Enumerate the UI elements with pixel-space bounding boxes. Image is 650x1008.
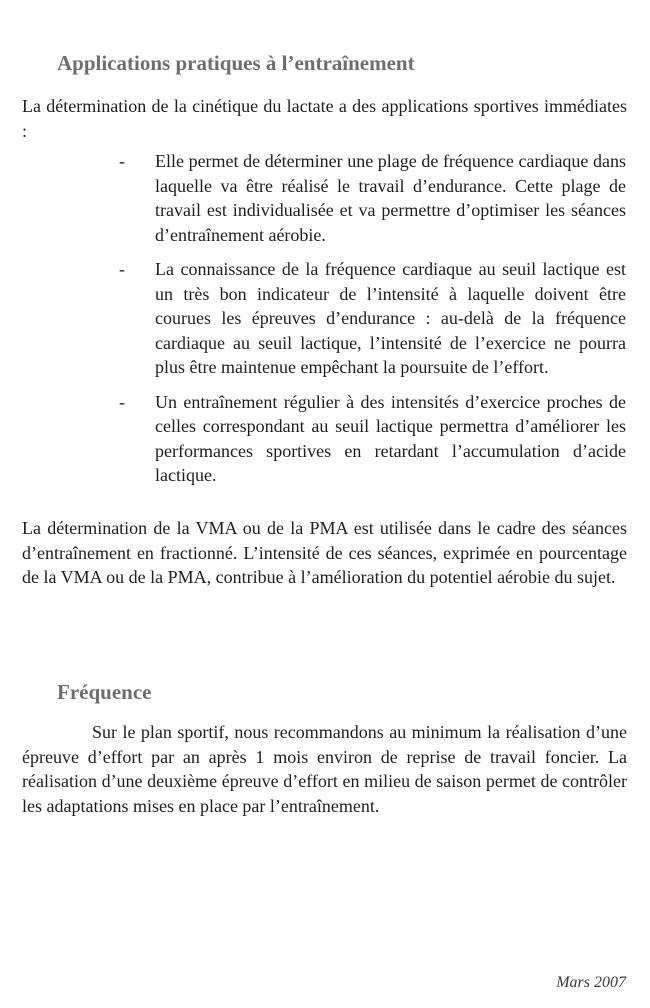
bullet-text: La connaissance de la fréquence cardiaque au seuil lactique est un très bon indicateur de l’intensité à laquelle doivent être courues les épreuves d’endurance : au-delà de la fréquence cardiaque au seuil lactique, l’intensité de l’exercice ne pourra plus être maintenue empêchant la poursuite de l’effort. xyxy=(155,259,626,377)
intro-paragraph: La détermination de la cinétique du lactate a des applications sportives immédiates : xyxy=(22,96,627,141)
footer-date: Mars 2007 xyxy=(556,974,626,991)
bullet-text: Elle permet de déterminer une plage de fréquence cardiaque dans laquelle va être réalisé le travail d’endurance. Cette plage de travail est individualisée et va permettre d’optimiser les séances d’entraînement aérobie. xyxy=(155,151,626,245)
conclusion-paragraph: La détermination de la VMA ou de la PMA est utilisée dans le cadre des séances d’entraînement en fractionné. L’intensité de ces séances, exprimée en pourcentage de la VMA ou de la PMA, contribue à l’amélioration du potentiel aérobie du sujet. xyxy=(22,518,627,587)
section-heading-applications: Applications pratiques à l’entraînement xyxy=(57,51,415,75)
bullet-marker: - xyxy=(119,259,125,279)
list-item xyxy=(0,390,650,488)
bullet-marker: - xyxy=(119,391,125,412)
section-heading-frequence: Fréquence xyxy=(57,680,152,704)
bullet-list xyxy=(0,149,650,498)
frequence-paragraph: Sur le plan sportif, nous recommandons au minimum la réalisation d’une épreuve d’effort par an après 1 mois environ de reprise de travail foncier. La réalisation d’une deuxième épreuve d’effort en milieu de saison permet de contrôler les adaptations mises en place par l’entraînement. xyxy=(22,722,627,816)
bullet-marker: - xyxy=(119,151,125,171)
list-item xyxy=(0,257,650,380)
bullet-text: Un entraînement régulier à des intensités d’exercice proches de celles correspondant au seuil lactique permettra d’améliorer les performances sportives en retardant l’accumulation d’acide lactique. xyxy=(155,391,626,485)
list-item xyxy=(0,149,650,247)
